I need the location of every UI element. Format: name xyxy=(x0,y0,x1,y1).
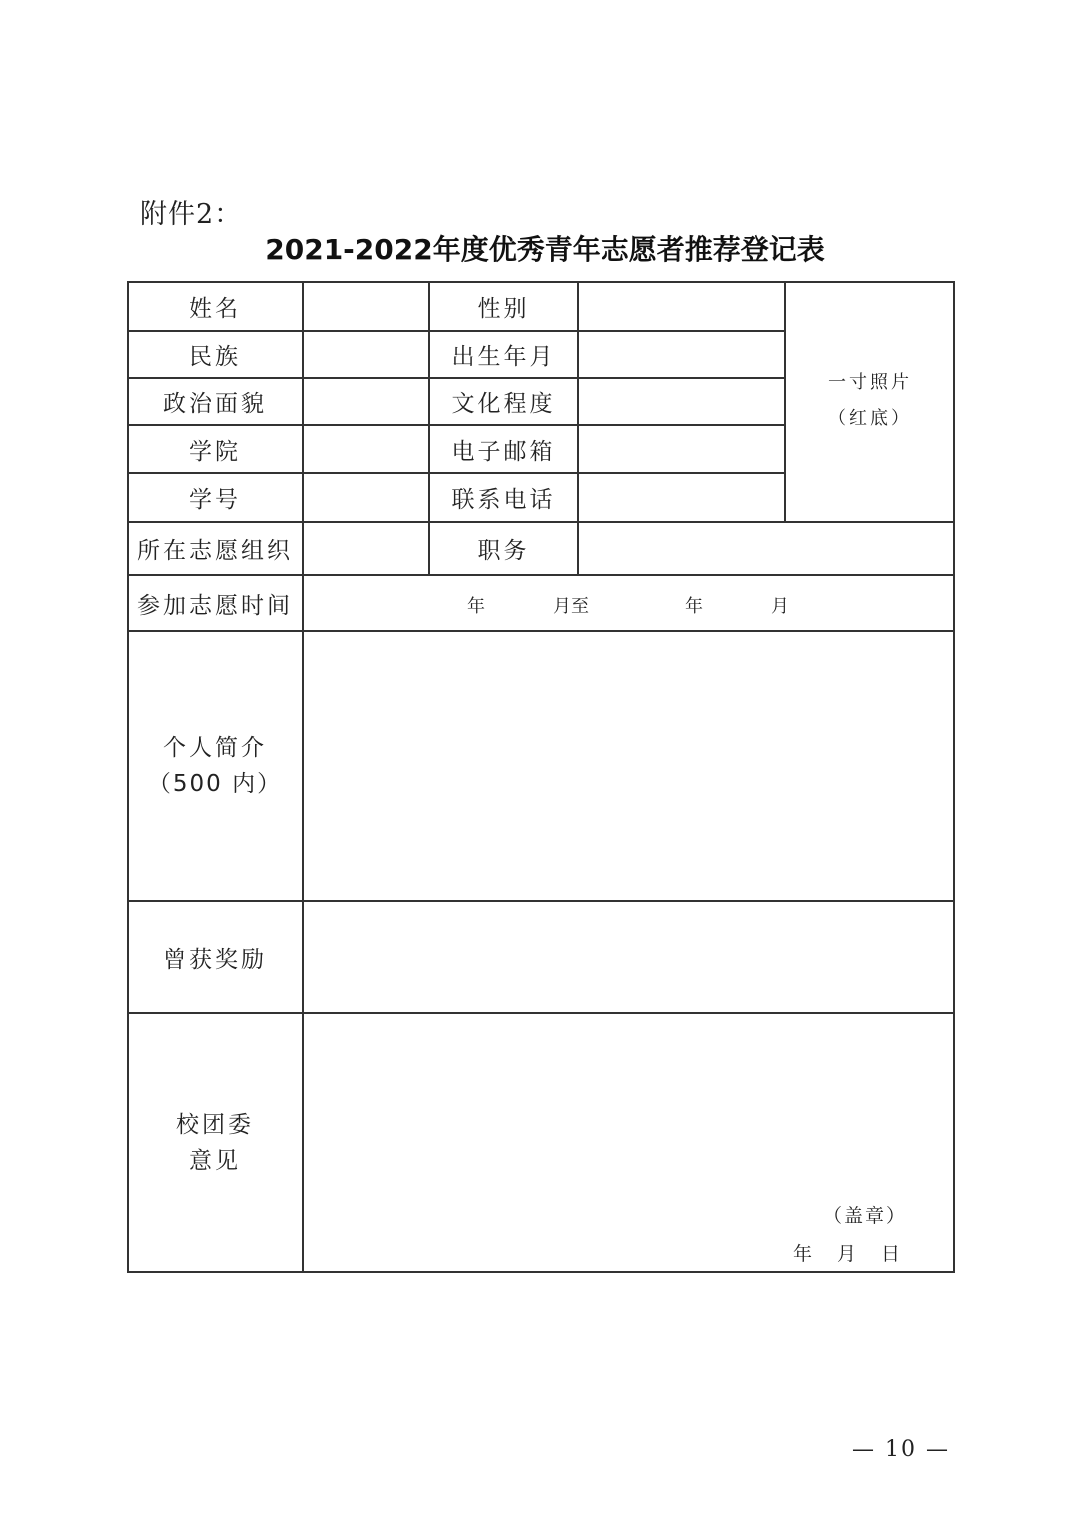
phone-field[interactable] xyxy=(579,474,783,520)
birth-date-field[interactable] xyxy=(579,332,783,376)
education-field[interactable] xyxy=(579,379,783,423)
college-label: 学院 xyxy=(189,438,241,465)
political-status-field[interactable] xyxy=(304,379,427,423)
intro-label xyxy=(127,631,303,901)
intro-label-title: 个人简介 xyxy=(163,735,267,761)
position-field[interactable] xyxy=(579,523,952,573)
opinion-label-line1: 校团委 xyxy=(176,1111,254,1138)
organization-label: 所在志愿组织 xyxy=(137,538,293,564)
registration-form xyxy=(127,281,955,1273)
birth-date-label: 出生年月 xyxy=(451,344,556,370)
end-year-unit: 年 xyxy=(685,596,703,617)
opinion-label-line2: 意见 xyxy=(189,1147,241,1174)
end-month-unit: 月 xyxy=(771,596,789,617)
date-day-unit: 日 xyxy=(881,1243,903,1265)
phone-label: 联系电话 xyxy=(451,487,556,513)
start-year-unit: 年 xyxy=(467,596,485,617)
awards-label: 曾获奖励 xyxy=(163,946,267,973)
awards-textarea[interactable] xyxy=(304,902,952,1011)
gender-field[interactable] xyxy=(579,283,783,329)
student-id-label: 学号 xyxy=(189,487,241,513)
attachment-label: 附件2： xyxy=(140,199,243,230)
intro-label-note: （500 内） xyxy=(147,771,283,797)
organization-field[interactable] xyxy=(304,523,427,573)
position-label: 职务 xyxy=(477,538,530,564)
college-field[interactable] xyxy=(304,426,427,471)
date-year-unit: 年 xyxy=(793,1243,815,1265)
volunteer-time-label: 参加志愿时间 xyxy=(137,592,293,619)
seal-note: （盖章） xyxy=(823,1205,908,1227)
gender-label: 性别 xyxy=(477,295,530,322)
opinion-label xyxy=(127,1013,303,1272)
photo-label: 一寸照片 xyxy=(828,372,912,393)
email-label: 电子邮箱 xyxy=(451,438,556,465)
photo-placeholder[interactable] xyxy=(785,281,955,521)
political-status-label: 政治面貌 xyxy=(163,391,267,417)
volunteer-time-field[interactable] xyxy=(303,574,955,630)
photo-note: （红底） xyxy=(828,408,912,429)
intro-textarea[interactable] xyxy=(304,632,952,899)
opinion-textarea[interactable] xyxy=(304,1014,952,1270)
education-label: 文化程度 xyxy=(451,391,556,417)
student-id-field[interactable] xyxy=(304,474,427,520)
start-month-unit: 月至 xyxy=(553,596,589,617)
name-field[interactable] xyxy=(304,283,427,329)
name-label: 姓名 xyxy=(189,295,241,322)
page-number: — 10 — xyxy=(852,1437,950,1462)
date-month-unit: 月 xyxy=(837,1243,859,1265)
form-title: 2021-2022年度优秀青年志愿者推荐登记表 xyxy=(265,233,825,266)
ethnicity-label: 民族 xyxy=(189,344,241,370)
ethnicity-field[interactable] xyxy=(304,332,427,376)
email-field[interactable] xyxy=(579,426,783,471)
